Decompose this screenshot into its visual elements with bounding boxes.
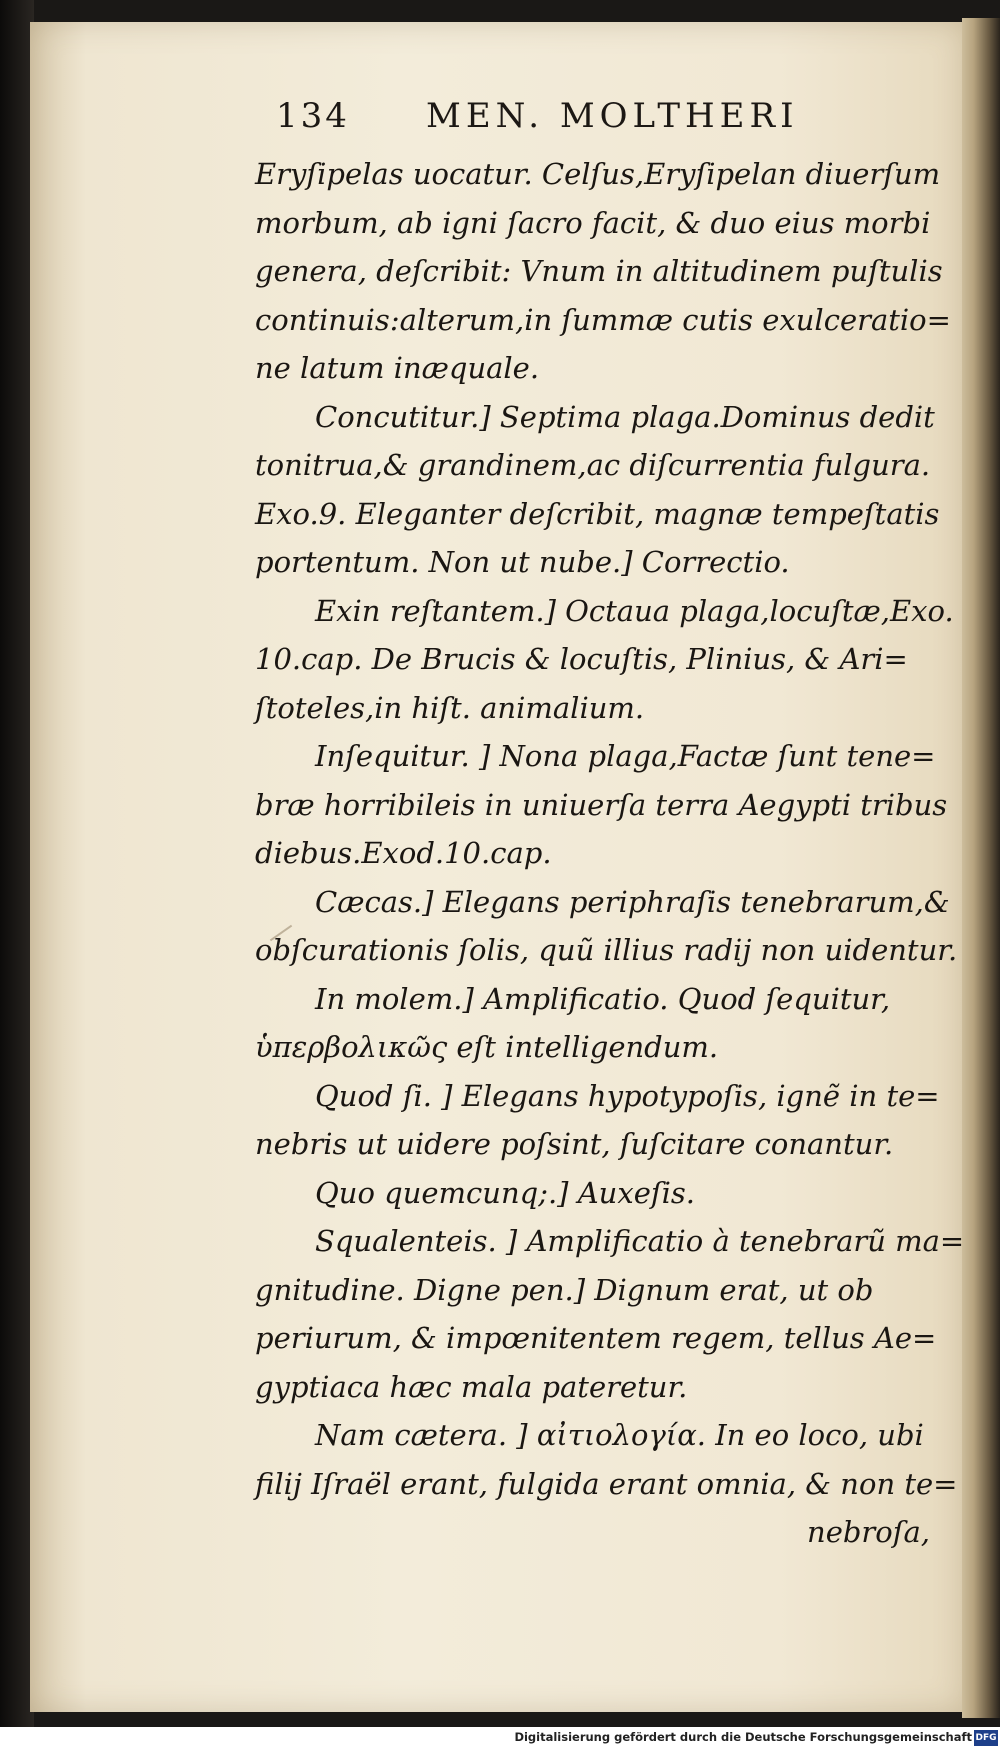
text-line: ne latum inæquale. <box>255 351 540 385</box>
page-number: 134 <box>276 96 350 136</box>
text-line: morbum, ab igni ſacro facit, & duo eius morbi <box>255 205 931 240</box>
text-line: Inſequitur. ] Nona plaga,Factæ ſunt tene= <box>315 739 936 773</box>
dfg-logo: DFG <box>974 1730 998 1746</box>
page-header <box>276 90 876 150</box>
commentary-text <box>255 150 965 1557</box>
binding-shadow <box>0 0 34 1750</box>
text-line: gyptiaca hæc mala pateretur. <box>255 1369 688 1404</box>
text-line: Eryſipelas uocatur. Celſus,Eryſipelan diuerſum <box>255 157 941 191</box>
text-line: Nam cætera. ] αἰτιολογία. In eo loco, ubi <box>315 1418 924 1452</box>
text-line: ὑπερβολικῶς eſt intelligendum. <box>255 1030 719 1064</box>
text-line: ſtoteles,in hiſt. animalium. <box>255 690 645 725</box>
text-line: portentum. Non ut nube.] Correctio. <box>255 545 790 579</box>
text-line: Concutitur.] Septima plaga.Dominus dedit <box>315 399 935 434</box>
text-line: In molem.] Amplificatio. Quod ſequitur, <box>315 981 891 1016</box>
text-line: Quo quemcunq;.] Auxeſis. <box>315 1175 695 1210</box>
text-line: genera, deſcribit: Vnum in altitudinem puſtulis <box>255 254 943 288</box>
text-line: diebus.Exod.10.cap. <box>255 836 552 870</box>
text-line: obſcurationis ſolis, quũ illius radij non uidentur. <box>255 933 958 967</box>
text-line: continuis:alterum,in ſummæ cutis exulceratio= <box>255 302 951 337</box>
text-line: Squalenteis. ] Amplificatio à tenebrarũ ma= <box>315 1224 965 1258</box>
text-line: periurum, & impœnitentem regem, tellus Ae= <box>255 1321 937 1355</box>
text-line: 10.cap. De Brucis & locuſtis, Plinius, & Ari= <box>255 642 908 676</box>
text-line: Exin reſtantem.] Octaua plaga,locuſtæ,Exo. <box>315 593 954 628</box>
text-line: Cæcas.] Elegans periphraſis tenebrarum,& <box>315 884 950 919</box>
text-line: bræ horribileis in uniuerſa terra Aegypti tribus <box>255 787 948 822</box>
funding-credit: Digitalisierung gefördert durch die Deutsche Forschungsgemeinschaft <box>514 1730 972 1744</box>
text-line: nebris ut uidere poſsint, ſuſcitare conantur. <box>255 1127 894 1161</box>
text-line: Exo.9. Eleganter deſcribit, magnæ tempeſtatis <box>255 496 940 531</box>
text-line: Quod ſi. ] Elegans hypotypoſis, ignẽ in te= <box>315 1078 940 1113</box>
text-line: tonitrua,& grandinem,ac diſcurrentia fulgura. <box>255 448 931 482</box>
text-line: gnitudine. Digne pen.] Dignum erat, ut ob <box>255 1272 874 1307</box>
catchword: nebroſa, <box>807 1515 930 1549</box>
text-line: filij Iſraël erant, fulgida erant omnia, & non te= <box>255 1466 958 1501</box>
digitization-footer <box>0 1727 1000 1750</box>
page-edge <box>962 18 1000 1718</box>
running-title: MEN. MOLTHERI <box>426 96 799 136</box>
